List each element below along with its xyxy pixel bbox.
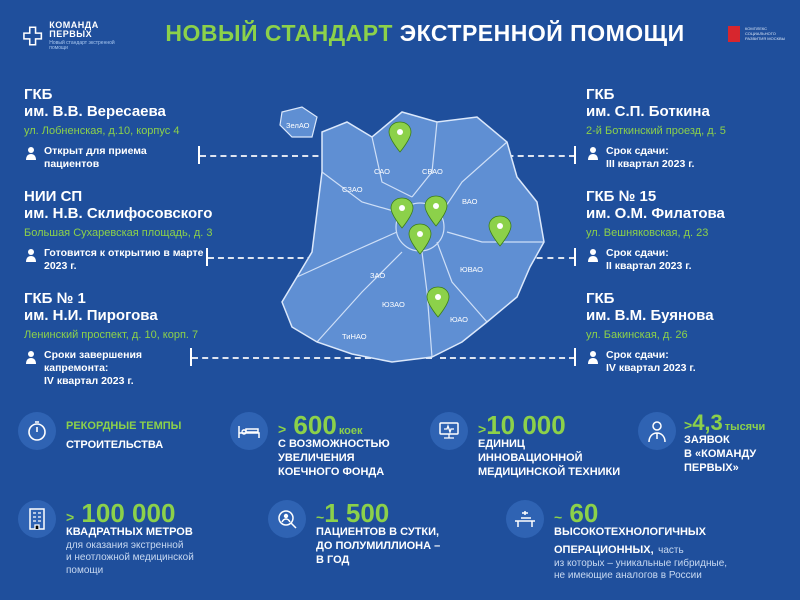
worker-icon bbox=[586, 146, 600, 160]
connector-tick bbox=[574, 348, 576, 366]
hospital-name-line1: НИИ СП bbox=[24, 188, 83, 205]
stat-equipment bbox=[430, 412, 620, 479]
stat-prefix: > bbox=[278, 421, 287, 437]
patient-search-icon bbox=[268, 500, 306, 538]
hospital-status: Готовится к открытию в марте 2023 г. bbox=[44, 246, 204, 272]
hospital-address: ул. Вешняковская, д. 23 bbox=[586, 226, 709, 239]
status-line1: Срок сдачи: bbox=[606, 144, 669, 157]
dept-logo bbox=[728, 26, 790, 42]
district-label: ЮАО bbox=[450, 315, 468, 324]
district-label: ЮВАО bbox=[460, 265, 484, 274]
status-line2: II квартал 2023 г. bbox=[606, 259, 692, 272]
operating-table-icon bbox=[506, 500, 544, 538]
stat-tempo-line2: СТРОИТЕЛЬСТВА bbox=[66, 438, 164, 451]
stat-equipment-line1: ЕДИНИЦ bbox=[478, 438, 525, 450]
connector-tick bbox=[206, 248, 208, 266]
stat-patients-line3: В ГОД bbox=[316, 553, 350, 566]
stat-operating-line4: не имеющие аналогов в России bbox=[554, 570, 702, 582]
hospital-name-line2: им. О.М. Филатова bbox=[586, 205, 725, 223]
stat-beds-line1: С ВОЗМОЖНОСТЬЮ bbox=[278, 438, 390, 450]
stat-beds-value: 600 bbox=[293, 410, 337, 440]
worker-icon bbox=[586, 248, 600, 262]
hospital-veresaev bbox=[24, 86, 254, 171]
stat-applications-unit: тысячи bbox=[724, 421, 766, 433]
stopwatch-icon bbox=[18, 412, 56, 450]
page-title bbox=[130, 20, 720, 47]
moscow-flag-icon bbox=[728, 26, 740, 42]
stat-applications-line3: ПЕРВЫХ» bbox=[684, 461, 739, 474]
worker-icon bbox=[24, 248, 38, 262]
connector-tick bbox=[574, 146, 576, 164]
stat-area-line2: для оказания экстренной bbox=[66, 539, 184, 551]
stat-patients-value: 1 500 bbox=[324, 498, 390, 528]
hospital-name-line2: им. В.М. Буянова bbox=[586, 307, 714, 325]
stat-area-line3: и неотложной медицинской bbox=[66, 552, 194, 564]
stat-applications-line2: В «КОМАНДУ bbox=[684, 447, 757, 460]
hospital-name-line1: ГКБ bbox=[24, 86, 53, 103]
stat-applications bbox=[638, 412, 765, 475]
worker-icon bbox=[24, 350, 38, 364]
stat-operating bbox=[506, 500, 727, 583]
logo bbox=[22, 18, 132, 54]
building-icon bbox=[18, 500, 56, 538]
stat-prefix: ~ bbox=[316, 509, 325, 525]
stat-equipment-value: 10 000 bbox=[486, 410, 566, 440]
hospital-name-line1: ГКБ № 1 bbox=[24, 290, 86, 307]
hospital-name-line2: им. Н.В. Склифосовского bbox=[24, 205, 213, 223]
stat-patients-line2: ДО ПОЛУМИЛЛИОНА – bbox=[316, 539, 441, 552]
status-line3: IV квартал 2023 г. bbox=[44, 374, 134, 387]
title-rest: ЭКСТРЕННОЙ ПОМОЩИ bbox=[399, 20, 685, 46]
hospital-name-line1: ГКБ № 15 bbox=[586, 188, 657, 205]
doctor-icon bbox=[638, 412, 676, 450]
logo-line2: ПЕРВЫХ bbox=[49, 29, 93, 39]
stat-prefix: > bbox=[478, 421, 487, 437]
stat-tempo-line1: РЕКОРДНЫЕ ТЕМПЫ bbox=[66, 420, 182, 432]
stat-area-line4: помощи bbox=[66, 564, 104, 576]
bed-icon bbox=[230, 412, 268, 450]
medical-equipment-icon bbox=[430, 412, 468, 450]
hospital-status: Открыт для приема пациентов bbox=[44, 144, 147, 170]
hospital-botkin bbox=[586, 86, 786, 171]
stat-equipment-line3: МЕДИЦИНСКОЙ ТЕХНИКИ bbox=[478, 465, 621, 478]
hospital-name-line1: ГКБ bbox=[586, 290, 615, 307]
district-label: ЗелАО bbox=[286, 121, 310, 130]
stat-patients bbox=[268, 500, 440, 567]
district-label: ЮЗАО bbox=[382, 300, 405, 309]
title-accent: НОВЫЙ СТАНДАРТ bbox=[165, 20, 393, 46]
stat-operating-line2: ОПЕРАЦИОННЫХ, bbox=[554, 543, 654, 556]
status-line2: капремонта: bbox=[44, 361, 109, 374]
stat-beds-line2: УВЕЛИЧЕНИЯ bbox=[278, 451, 355, 464]
connector-tick bbox=[574, 248, 576, 266]
stat-operating-line3: из которых – уникальные гибридные, bbox=[554, 557, 728, 569]
stat-prefix: > bbox=[66, 509, 75, 525]
hospital-sklif bbox=[24, 188, 254, 273]
stat-area-line1: КВАДРАТНЫХ МЕТРОВ bbox=[66, 526, 193, 538]
worker-icon bbox=[24, 146, 38, 160]
stat-area-value: 100 000 bbox=[81, 498, 176, 528]
stat-operating-value: 60 bbox=[569, 498, 599, 528]
hospital-pirogov bbox=[24, 290, 254, 388]
district-label: ТиНАО bbox=[342, 332, 367, 341]
worker-icon bbox=[586, 350, 600, 364]
stat-prefix: > bbox=[684, 417, 693, 433]
stat-equipment-line2: ИННОВАЦИОННОЙ bbox=[478, 451, 583, 464]
connector-tick bbox=[198, 146, 200, 164]
district-label: ВАО bbox=[462, 197, 478, 206]
stat-tempo bbox=[18, 412, 181, 453]
logo-line1: КОМАНДА bbox=[49, 20, 99, 30]
hospital-address: ул. Бакинская, д. 26 bbox=[586, 328, 688, 341]
stat-beds-unit: коек bbox=[338, 425, 363, 437]
hospital-address: Большая Сухаревская площадь, д. 3 bbox=[24, 226, 213, 239]
stat-beds bbox=[230, 412, 390, 479]
stat-applications-line1: ЗАЯВОК bbox=[684, 434, 730, 446]
district-label: СЗАО bbox=[342, 185, 363, 194]
hospital-name-line2: им. В.В. Вересаева bbox=[24, 103, 166, 121]
hospital-address: Ленинский проспект, д. 10, корп. 7 bbox=[24, 328, 199, 341]
moscow-map bbox=[262, 92, 552, 387]
stat-area bbox=[18, 500, 194, 577]
stat-prefix: ~ bbox=[554, 509, 563, 525]
stat-operating-line1: ВЫСОКОТЕХНОЛОГИЧНЫХ bbox=[554, 526, 707, 538]
hospital-buyanov bbox=[586, 290, 786, 375]
status-line1: Сроки завершения bbox=[44, 348, 143, 361]
district-label: САО bbox=[374, 167, 390, 176]
connector-tick bbox=[190, 348, 192, 366]
status-line2: III квартал 2023 г. bbox=[606, 157, 695, 170]
dept-text: КОМПЛЕКС СОЦИАЛЬНОГО РАЗВИТИЯ МОСКВЫ bbox=[745, 26, 786, 41]
cross-logo-icon bbox=[22, 25, 43, 47]
stat-applications-value: 4,3 bbox=[692, 410, 723, 435]
hospital-address: ул. Лобненская, д.10, корпус 4 bbox=[24, 124, 180, 137]
hospital-filatov bbox=[586, 188, 786, 273]
hospital-name-line2: им. Н.И. Пирогова bbox=[24, 307, 158, 325]
district-label: ЗАО bbox=[370, 271, 386, 280]
district-label: СВАО bbox=[422, 167, 443, 176]
stat-beds-line3: КОЕЧНОГО ФОНДА bbox=[278, 465, 385, 478]
status-line2: IV квартал 2023 г. bbox=[606, 361, 696, 374]
status-line1: Срок сдачи: bbox=[606, 348, 669, 361]
status-line1: Срок сдачи: bbox=[606, 246, 669, 259]
logo-line3: Новый стандарт экстренной помощи bbox=[49, 40, 115, 51]
stat-patients-line1: ПАЦИЕНТОВ В СУТКИ, bbox=[316, 526, 440, 538]
hospital-name-line2: им. С.П. Боткина bbox=[586, 103, 710, 121]
hospital-address: 2-й Боткинский проезд, д. 5 bbox=[586, 124, 726, 137]
hospital-name-line1: ГКБ bbox=[586, 86, 615, 103]
stat-operating-line2b: часть bbox=[658, 544, 684, 556]
